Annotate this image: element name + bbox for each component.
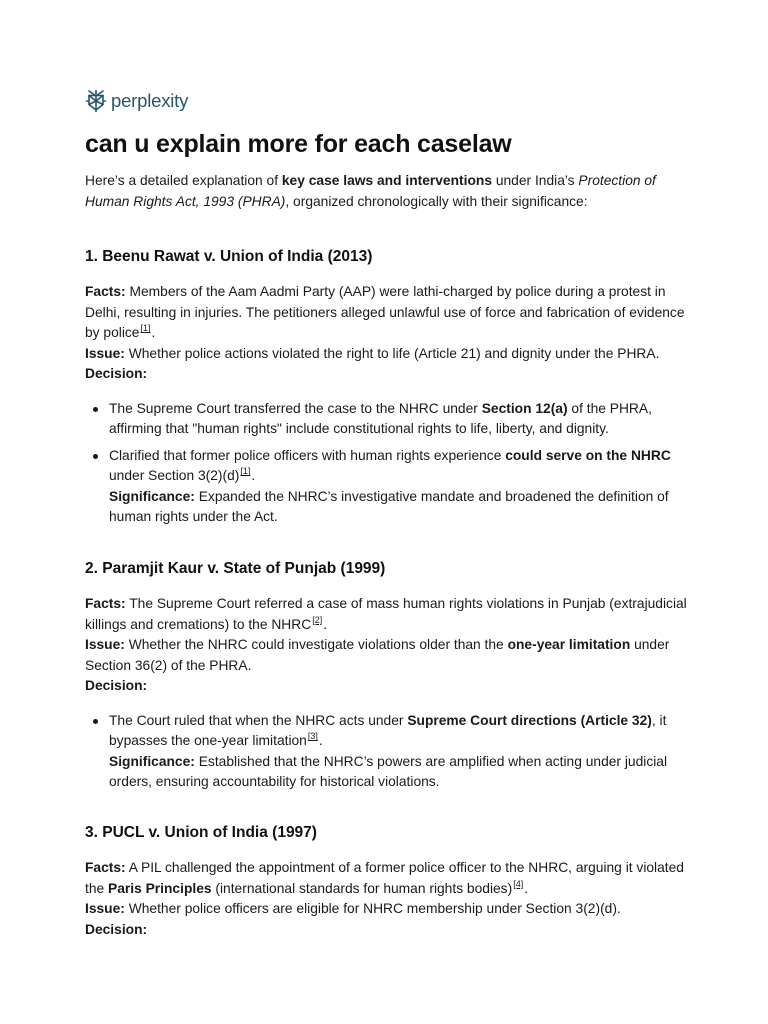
list-item: Clarified that former police officers with human rights experience could serve on the NHRC under Section 3(2)(d)[1]. Significance: Expanded the NHRC’s investigative mandate and broadened the definition of human rights under the Act. xyxy=(109,446,690,528)
brand-name: perplexity xyxy=(111,89,189,111)
intro-text: Here’s a detailed explanation of xyxy=(85,173,282,188)
case-heading: 2. Paramjit Kaur v. State of Punjab (1999) xyxy=(85,560,386,577)
issue-text: under Section 36(2) of the PHRA. xyxy=(85,637,670,673)
issue-text: Whether police actions violated the right to life (Article 21) and dignity under the PHRA. xyxy=(128,345,660,361)
citation-link[interactable]: [3] xyxy=(307,731,318,742)
citation-link[interactable]: [4] xyxy=(513,878,524,889)
issue-label: Issue: xyxy=(85,637,125,652)
citation-link[interactable]: [2] xyxy=(312,614,323,625)
bullet-text: , it bypasses the one-year limitation xyxy=(109,712,667,748)
facts-label: Facts: xyxy=(85,596,126,611)
facts-text: A PIL challenged the appointment of a former police officer to the NHRC, arguing it violated the xyxy=(85,860,684,896)
bullet-bold: Section 12(a) xyxy=(481,400,568,416)
case-heading: 3. PUCL v. Union of India (1997) xyxy=(85,824,317,841)
facts-text: (international standards for human rights bodies) xyxy=(211,880,513,896)
facts-label: Facts: xyxy=(85,284,126,299)
issue-text: Whether the NHRC could investigate violations older than the xyxy=(128,637,508,652)
decision-label: Decision: xyxy=(85,366,148,381)
intro-act-name: Protection of Human Rights Act, 1993 (PHRA) xyxy=(85,173,656,209)
perplexity-logo-icon xyxy=(85,89,107,113)
case-facts: Facts: A PIL challenged the appointment of a former police officer to the NHRC, arguing it violated the Paris Principles (international standards for human rights bodies)[4]. xyxy=(85,860,684,896)
intro-text: , organized chronologically with their significance: xyxy=(285,194,588,209)
perplexity-logo[interactable] xyxy=(85,89,188,113)
significance-label: Significance: xyxy=(109,753,195,769)
intro-text: under India’s xyxy=(492,173,579,188)
intro-paragraph xyxy=(85,170,685,212)
facts-bold: Paris Principles xyxy=(108,880,212,896)
bullet-text: The Supreme Court transferred the case to the NHRC under xyxy=(109,400,482,416)
significance-text: Expanded the NHRC’s investigative mandate and broadened the definition of human rights under the Act. xyxy=(109,488,669,524)
bullet-text: under Section 3(2)(d) xyxy=(109,468,240,483)
significance-label: Significance: xyxy=(109,488,195,504)
case-section-paramjit-kaur xyxy=(85,558,690,799)
citation-link[interactable]: [1] xyxy=(140,323,151,334)
case-facts: Facts: Members of the Aam Aadmi Party (AAP) were lathi-charged by police during a protest in Delhi, resulting in injuries. The petitioners alleged unlawful use of force and fabrication of evidence by police[1]. xyxy=(85,284,685,340)
case-issue xyxy=(85,344,690,365)
decision-label: Decision: xyxy=(85,921,148,937)
decision-list xyxy=(85,711,690,793)
case-section-beenu-rawat xyxy=(85,246,690,534)
case-section-pucl xyxy=(85,822,690,940)
case-issue xyxy=(85,635,690,676)
issue-label: Issue: xyxy=(85,901,125,916)
list-item xyxy=(109,399,690,440)
case-decision xyxy=(85,676,690,697)
significance-text: Established that the NHRC’s powers are amplified when acting under judicial orders, ensuring accountability for historical violations. xyxy=(109,753,668,789)
bullet-bold: could serve on the NHRC xyxy=(505,447,671,463)
case-issue xyxy=(85,899,690,920)
case-decision xyxy=(85,364,690,385)
facts-text: Members of the Aam Aadmi Party (AAP) were lathi-charged by police during a protest in Delhi, resulting in injuries. The petitioners alleged unlawful use of force and fabrication of evidence by police xyxy=(85,284,685,340)
facts-text: The Supreme Court referred a case of mass human rights violations in Punjab (extrajudicial killings and cremations) to the NHRC xyxy=(85,596,687,632)
citation-link[interactable]: [1] xyxy=(240,466,251,477)
bullet-text: The Court ruled that when the NHRC acts under xyxy=(109,712,408,728)
case-heading: 1. Beenu Rawat v. Union of India (2013) xyxy=(85,248,373,265)
case-decision xyxy=(85,920,690,941)
issue-label: Issue: xyxy=(85,345,125,361)
facts-label: Facts: xyxy=(85,860,126,875)
case-facts: Facts: The Supreme Court referred a case of mass human rights violations in Punjab (extrajudicial killings and cremations) to the NHRC[2]. xyxy=(85,596,687,632)
page-title: can u explain more for each caselaw xyxy=(85,130,512,158)
decision-label: Decision: xyxy=(85,678,148,693)
bullet-text: Clarified that former police officers with human rights experience xyxy=(109,447,506,463)
issue-text: Whether police officers are eligible for NHRC membership under Section 3(2)(d). xyxy=(128,901,621,916)
list-item: The Court ruled that when the NHRC acts under Supreme Court directions (Article 32), it bypasses the one-year limitation[3]. Significance: Established that the NHRC’s powers are amplified when acting under judicial orders, ensuring accountability for historical violations. xyxy=(109,711,690,793)
issue-bold: one-year limitation xyxy=(507,637,631,652)
bullet-bold: Supreme Court directions (Article 32) xyxy=(407,712,652,728)
intro-bold: key case laws and interventions xyxy=(281,173,492,188)
decision-list xyxy=(85,399,690,528)
bullet-text: of the PHRA, affirming that "human rights" include constitutional rights to life, liberty, and dignity. xyxy=(109,400,652,436)
